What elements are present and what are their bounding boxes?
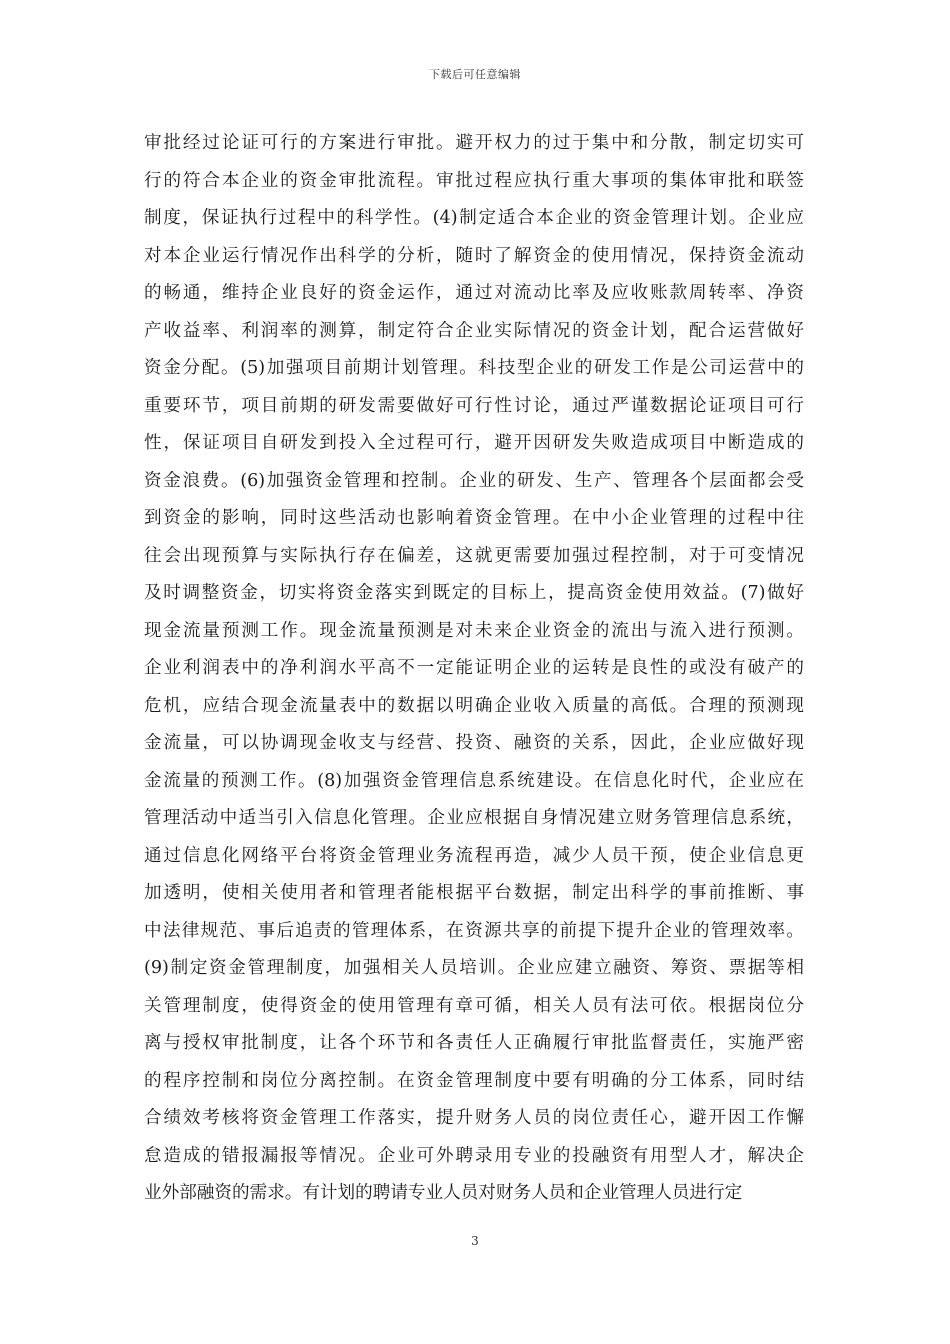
body-line: 现金流量预测工作。现金流量预测是对未来企业资金的流出与流入进行预测。 (144, 620, 804, 641)
body-line: 危机，应结合现金流量表中的数据以明确企业收入质量的高低。合理的预测现 (144, 695, 804, 716)
body-line: (9)制定资金管理制度，加强相关人员培训。企业应建立融资、筹资、票据等相 (144, 958, 804, 978)
body-line: 资金分配。(5)加强项目前期计划管理。科技型企业的研发工作是公司运营中的 (144, 358, 804, 378)
body-line: 金流量，可以协调现金收支与经营、投资、融资的关系，因此，企业应做好现 (144, 733, 804, 753)
body-line: 中法律规范、事后追责的管理体系，在资源共享的前提下提升企业的管理效率。 (144, 920, 804, 941)
body-line: 的畅通，维持企业良好的资金运作，通过对流动比率及应收账款周转率、净资 (144, 283, 804, 303)
body-line: 企业利润表中的净利润水平高不一定能证明企业的运转是良性的或没有破产的 (144, 658, 804, 678)
body-line: 重要环节，项目前期的研发需要做好可行性讨论，通过严谨数据论证项目可行 (144, 395, 804, 416)
body-line: 离与授权审批制度，让各个环节和各责任人正确履行审批监督责任，实施严密 (144, 1033, 804, 1053)
body-line: 合绩效考核将资金管理工作落实，提升财务人员的岗位责任心，避开因工作懈 (144, 1108, 804, 1128)
body-line: 往会出现预算与实际执行存在偏差，这就更需要加强过程控制，对于可变情况 (144, 545, 804, 566)
body-line: 怠造成的错报漏报等情况。企业可外聘录用专业的投融资有用型人才，解决企 (144, 1145, 804, 1166)
body-line: 金流量的预测工作。(8)加强资金管理信息系统建设。在信息化时代，企业应在 (144, 770, 804, 791)
body-line: 业外部融资的需求。有计划的聘请专业人员对财务人员和企业管理人员进行定 (144, 1183, 743, 1203)
body-line: 到资金的影响，同时这些活动也影响着资金管理。在中小企业管理的过程中往 (144, 508, 804, 528)
body-line: 加透明，使相关使用者和管理者能根据平台数据，制定出科学的事前推断、事 (144, 883, 804, 903)
body-line: 管理活动中适当引入信息化管理。企业应根据自身情况建立财务管理信息系统， (144, 808, 804, 828)
body-line: 资金浪费。(6)加强资金管理和控制。企业的研发、生产、管理各个层面都会受 (144, 470, 804, 491)
page-header: 下载后可任意编辑 (429, 68, 521, 81)
body-line: 审批经过论证可行的方案进行审批。避开权力的过于集中和分散，制定切实可 (144, 133, 804, 153)
body-line: 及时调整资金，切实将资金落实到既定的目标上，提高资金使用效益。(7)做好 (144, 583, 804, 603)
body-line: 性，保证项目自研发到投入全过程可行，避开因研发失败造成项目中断造成的 (144, 433, 804, 453)
document-body (144, 125, 804, 1213)
body-line: 行的符合本企业的资金审批流程。审批过程应执行重大事项的集体审批和联签 (144, 170, 804, 191)
body-line: 通过信息化网络平台将资金管理业务流程再造，减少人员干预，使企业信息更 (144, 845, 804, 866)
body-line: 的程序控制和岗位分离控制。在资金管理制度中要有明确的分工体系，同时结 (144, 1070, 804, 1091)
body-line: 对本企业运行情况作出科学的分析，随时了解资金的使用情况，保持资金流动 (144, 245, 804, 266)
body-line: 产收益率、利润率的测算，制定符合企业实际情况的资金计划，配合运营做好 (144, 320, 804, 341)
body-line: 关管理制度，使得资金的使用管理有章可循，相关人员有法可依。根据岗位分 (144, 995, 804, 1016)
body-line: 制度，保证执行过程中的科学性。(4)制定适合本企业的资金管理计划。企业应 (144, 208, 804, 228)
page-number: 3 (471, 1234, 479, 1248)
